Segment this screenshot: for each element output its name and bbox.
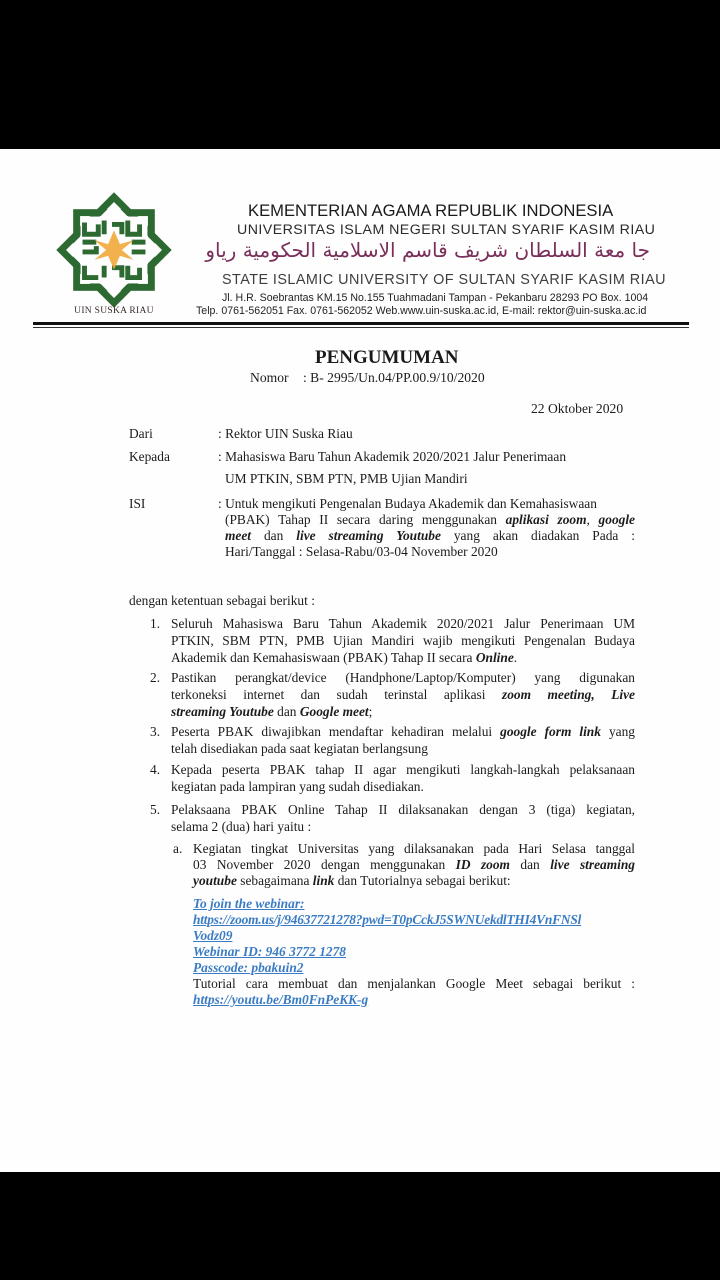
- from-value: : Rektor UIN Suska Riau: [218, 426, 353, 441]
- content-line2: [225, 512, 635, 528]
- content-text: yang akan diadakan Pada :: [440, 528, 635, 543]
- item-3-line2: telah disediakan pada saat kegiatan berlangsung: [171, 741, 428, 756]
- item-emphasis: link: [312, 873, 335, 888]
- item-2-line3: [171, 704, 372, 720]
- item-emphasis: live streaming: [550, 857, 636, 872]
- item-text: dan Tutorialnya sebagai berikut:: [334, 873, 511, 888]
- uin-suska-logo: [55, 191, 173, 309]
- item-number: 5.: [150, 802, 161, 817]
- item-emphasis: ID zoom: [455, 857, 510, 872]
- item-emphasis: zoom meeting, Live: [501, 687, 636, 702]
- item-5-line2: selama 2 (dua) hari yaitu :: [171, 819, 312, 834]
- zoom-url-link-cont[interactable]: Vodz09: [193, 928, 233, 943]
- item-emphasis: streaming Youtube: [171, 704, 274, 719]
- tutorial-text: Tutorial cara membuat dan menjalankan Google Meet sebagai berikut :: [193, 976, 635, 991]
- content-line3: [225, 528, 635, 544]
- item-text: ;: [368, 704, 373, 719]
- item-number: 4.: [150, 762, 161, 777]
- content-emphasis: live streaming Youtube: [296, 528, 441, 543]
- passcode-link[interactable]: Passcode: pbakuin2: [193, 960, 304, 975]
- item-text: dan: [509, 857, 551, 872]
- sub-item-a-line3: [193, 873, 511, 889]
- university-name-id: UNIVERSITAS ISLAM NEGERI SULTAN SYARIF KASIM RIAU: [237, 222, 656, 238]
- content-text: dan: [251, 528, 297, 543]
- item-2-line1: Pastikan perangkat/device (Handphone/Laptop/Komputer) yang digunakan: [171, 670, 635, 685]
- ministry-name: KEMENTERIAN AGAMA REPUBLIK INDONESIA: [248, 201, 614, 220]
- sub-item-a-line2: [193, 857, 635, 873]
- item-number: 3.: [150, 724, 161, 739]
- content-line4: Hari/Tanggal : Selasa-Rabu/03-04 November 2020: [225, 544, 498, 559]
- number-value: : B- 2995/Un.04/PP.00.9/10/2020: [303, 370, 485, 385]
- sub-item-letter: a.: [173, 841, 183, 856]
- item-text: yang: [600, 724, 635, 739]
- contact-info: Telp. 0761-562051 Fax. 0761-562052 Web.www.uin-suska.ac.id, E-mail: rektor@uin-suska.ac.id: [196, 305, 647, 317]
- item-1-line2: PTKIN, SBM PTN, PMB Ujian Mandiri wajib mengikuti Pengenalan Budaya: [171, 633, 635, 648]
- item-3-line1: [171, 724, 635, 740]
- intro-text: dengan ketentuan sebagai berikut :: [129, 593, 315, 608]
- join-webinar-link[interactable]: To join the webinar:: [193, 896, 305, 911]
- content-emphasis: google: [598, 512, 635, 527]
- item-text: .: [513, 650, 518, 665]
- webinar-id-link[interactable]: Webinar ID: 946 3772 1278: [193, 944, 347, 959]
- letterhead-rule-thin: [33, 327, 689, 328]
- to-value-line1: : Mahasiswa Baru Tahun Akademik 2020/2021 Jalur Penerimaan: [218, 449, 567, 464]
- item-text: Akademik dan Kemahasiswaan (PBAK) Tahap II secara: [171, 650, 476, 665]
- letterhead-rule-thick: [33, 322, 689, 325]
- item-emphasis: Google meet: [299, 704, 369, 719]
- content-emphasis: meet: [225, 528, 252, 543]
- item-1-line1: Seluruh Mahasiswa Baru Tahun Akademik 2020/2021 Jalur Penerimaan UM: [171, 616, 635, 631]
- item-text: dan: [273, 704, 300, 719]
- item-emphasis: google form link: [500, 724, 601, 739]
- item-2-line2: [171, 687, 635, 703]
- university-name-en: STATE ISLAMIC UNIVERSITY OF SULTAN SYARIF KASIM RIAU: [222, 272, 666, 288]
- item-5-line1: Pelaksaana PBAK Online Tahap II dilaksanakan dengan 3 (tiga) kegiatan,: [171, 802, 635, 817]
- letter-date: 22 Oktober 2020: [531, 401, 624, 416]
- to-value-line2: UM PTKIN, SBM PTN, PMB Ujian Mandiri: [225, 471, 468, 486]
- logo-caption: UIN SUSKA RIAU: [74, 306, 154, 316]
- content-label: ISI: [129, 496, 146, 511]
- item-text: terkoneksi internet dan sudah terinstal aplikasi: [171, 687, 502, 702]
- content-text: ,: [586, 512, 599, 527]
- item-text: Peserta PBAK diwajibkan mendaftar kehadiran melalui: [171, 724, 501, 739]
- university-name-ar: جا معة السلطان شريف قاسم الاسلامية الحكومية رياو: [205, 238, 650, 262]
- from-label: Dari: [129, 426, 153, 441]
- item-number: 1.: [150, 616, 161, 631]
- announcement-title: PENGUMUMAN: [315, 347, 459, 368]
- content-emphasis: aplikasi zoom: [505, 512, 587, 527]
- item-text: sebagaimana: [236, 873, 313, 888]
- item-emphasis: Online: [475, 650, 514, 665]
- item-4-line1: Kepada peserta PBAK tahap II agar mengikuti langkah-langkah pelaksanaan: [171, 762, 635, 777]
- sub-item-a-line1: Kegiatan tingkat Universitas yang dilaksanakan pada Hari Selasa tanggal: [193, 841, 635, 856]
- content-text: (PBAK) Tahap II secara daring menggunakan: [225, 512, 506, 527]
- item-1-line3: [171, 650, 517, 666]
- tutorial-youtube-link[interactable]: https://youtu.be/Bm0FnPeKK-g: [193, 992, 369, 1007]
- zoom-url-link[interactable]: https://zoom.us/j/94637721278?pwd=T0pCckJ5SWNUekdlTHI4VnFNSl: [193, 912, 582, 927]
- item-number: 2.: [150, 670, 161, 685]
- to-label: Kepada: [129, 449, 170, 464]
- item-text: 03 November 2020 dengan menggunakan: [193, 857, 456, 872]
- item-emphasis: youtube: [193, 873, 237, 888]
- item-4-line2: kegiatan pada lampiran yang sudah disediakan.: [171, 779, 424, 794]
- content-line1: : Untuk mengikuti Pengenalan Budaya Akademik dan Kemahasiswaan: [218, 496, 597, 511]
- address: Jl. H.R. Soebrantas KM.15 No.155 Tuahmadani Tampan - Pekanbaru 28293 PO Box. 1004: [222, 292, 649, 304]
- number-label: Nomor: [250, 370, 289, 385]
